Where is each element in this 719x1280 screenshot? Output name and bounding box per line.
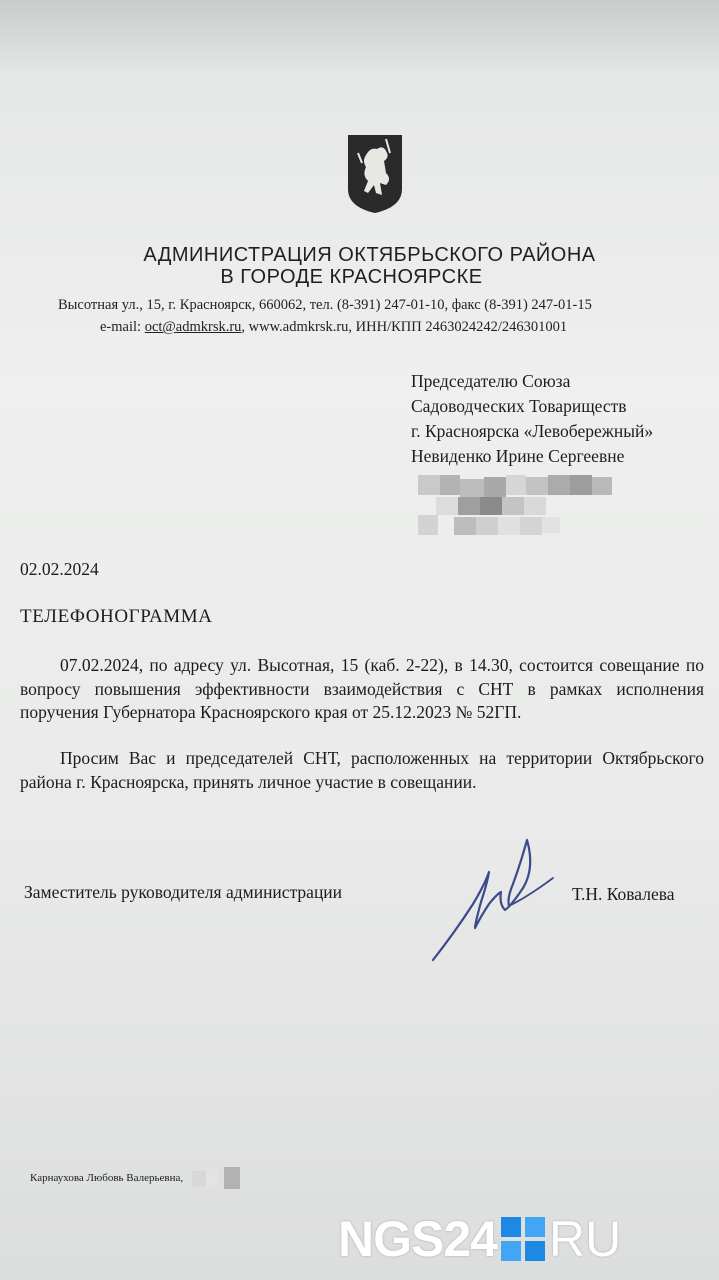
addressee-line4: Невиденко Ирине Сергеевне xyxy=(411,446,625,466)
watermark-suffix: RU xyxy=(548,1211,622,1267)
body-paragraph-2: Просим Вас и председателей СНТ, расположенных на территории Октябрьского района г. Красноярска, принять личное участие в совещании. xyxy=(20,748,704,792)
document-title: ТЕЛЕФОНОГРАММА xyxy=(20,606,213,627)
organization-name-line2: В ГОРОДЕ КРАСНОЯРСКЕ xyxy=(220,266,483,288)
signatory-position: Заместитель руководителя администрации xyxy=(24,882,343,902)
redacted-executor-phone xyxy=(192,1167,242,1191)
addressee-line1: Председателю Союза xyxy=(411,371,571,391)
body-paragraph-1: 07.02.2024, по адресу ул. Высотная, 15 (каб. 2-22), в 14.30, состоится совещание по вопросу повышения эффективности взаимодействия с СНТ в рамках исполнения поручения Губернатора Красноярского края от 25.12.2023 № 52ГП. xyxy=(20,655,704,722)
ngs24-watermark xyxy=(338,1211,622,1267)
executor-name: Карнаухова Любовь Валерьевна, xyxy=(30,1172,184,1184)
document-date: 02.02.2024 xyxy=(20,559,99,579)
contact-email-line xyxy=(100,319,567,336)
email-link: oct@admkrsk.ru xyxy=(144,319,242,335)
redacted-contact-pixelated xyxy=(418,471,614,537)
signatory-name: Т.Н. Ковалева xyxy=(572,884,675,904)
addressee-line3: г. Красноярска «Левобережный» xyxy=(411,421,654,441)
email-label: e-mail: xyxy=(100,319,145,335)
organization-name-line1: АДМИНИСТРАЦИЯ ОКТЯБРЬСКОГО РАЙОНА xyxy=(143,244,596,266)
addressee-line2: Садоводческих Товариществ xyxy=(411,396,627,416)
plus-logo-icon xyxy=(501,1217,545,1261)
watermark-text: NGS24 xyxy=(338,1211,497,1267)
contact-address-line: Высотная ул., 15, г. Красноярск, 660062, тел. (8-391) 247-01-10, факс (8-391) 247-01-15 xyxy=(58,297,592,313)
handwritten-signature xyxy=(425,832,565,972)
website-and-tax-ids: , www.admkrsk.ru, ИНН/КПП 2463024242/246301001 xyxy=(241,319,568,335)
coat-of-arms-icon xyxy=(346,133,404,215)
